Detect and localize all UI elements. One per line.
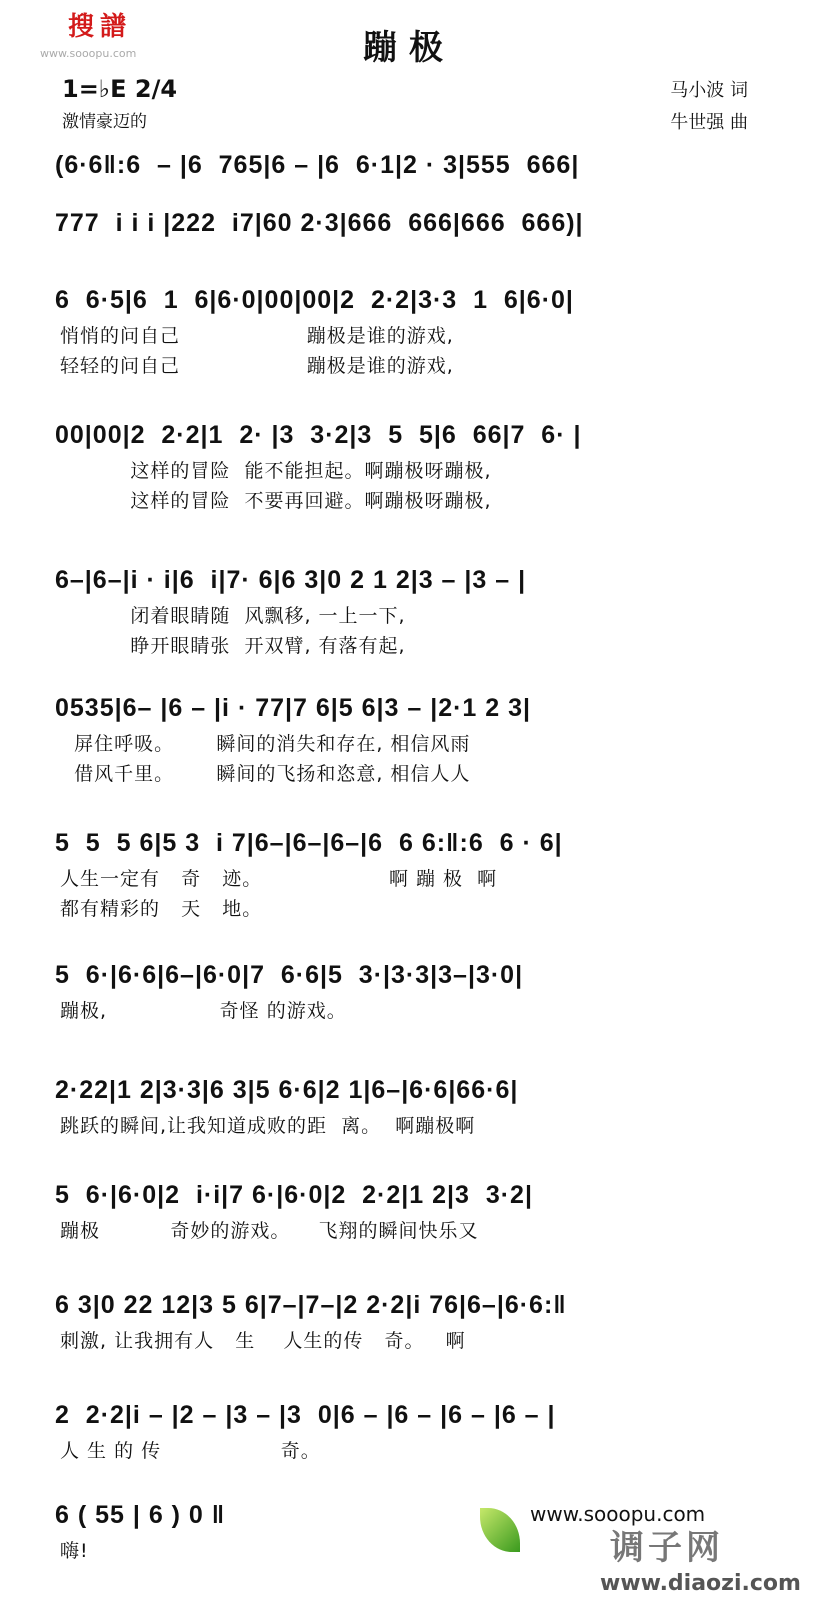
watermark-diaozi: 调子网 [610,1528,724,1568]
logo: 搜譜 [68,12,133,42]
notation-line: 6 6·5|6 1 6|6·0|00|00|2 2·2|3·3 1 6|6·0| [55,286,574,314]
lyric-line: 人生一定有 奇 迹。 啊 蹦 极 啊 [60,868,498,890]
lyric-line: 蹦极 奇妙的游戏。 飞翔的瞬间快乐又 [60,1220,479,1242]
notation-line: 5 5 5 6|5 3 i 7|6–|6–|6–|6 6 6:‖:6 6 · 6| [55,829,563,857]
watermark-diaozi-url: www.diaozi.com [600,1571,801,1596]
lyric-line: 刺激, 让我拥有人 生 人生的传 奇。 啊 [60,1330,466,1352]
tempo-marking: 激情豪迈的 [62,112,147,132]
lyric-line: 人 生 的 传 奇。 [60,1440,321,1462]
lyricist: 马小波 词 [670,80,748,101]
lyric-line: 这样的冒险 不要再回避。啊蹦极呀蹦极, [60,490,492,512]
notation-line: 777 i i i |222 i7|60 2·3|666 666|666 666)| [55,209,584,237]
notation-line: (6·6‖:6 – |6 765|6 – |6 6·1|2 · 3|555 666| [55,151,580,179]
notation-line: 6 ( 55 | 6 ) 0 ‖ [55,1501,226,1529]
notation-line: 0535|6– |6 – |i · 77|7 6|5 6|3 – |2·1 2 3| [55,694,532,722]
lyric-line: 跳跃的瞬间,让我知道成败的距 离。 啊蹦极啊 [60,1115,476,1137]
lyric-line: 悄悄的问自己 蹦极是谁的游戏, [60,325,454,347]
lyric-line: 闭着眼睛随 风飘移, 一上一下, [60,605,406,627]
leaf-logo-icon [480,1508,520,1552]
lyric-line: 屏住呼吸。 瞬间的消失和存在, 相信风雨 [60,733,471,755]
notation-line: 6 3|0 22 12|3 5 6|7–|7–|2 2·2|i 76|6–|6·6:‖ [55,1291,567,1319]
logo-url: www.sooopu.com [40,47,137,60]
lyric-line: 借风千里。 瞬间的飞扬和恣意, 相信人人 [60,763,471,785]
lyric-line: 嗨! [60,1540,89,1562]
notation-line: 2 2·2|i – |2 – |3 – |3 0|6 – |6 – |6 – |6 – | [55,1401,556,1429]
lyric-line: 蹦极, 奇怪 的游戏。 [60,1000,347,1022]
lyric-line: 睁开眼睛张 开双臂, 有落有起, [60,635,406,657]
notation-line: 5 6·|6·6|6–|6·0|7 6·6|5 3·|3·3|3–|3·0| [55,961,524,989]
lyric-line: 轻轻的问自己 蹦极是谁的游戏, [60,355,454,377]
notation-line: 6–|6–|i · i|6 i|7· 6|6 3|0 2 1 2|3 – |3 – | [55,566,527,594]
lyric-line: 这样的冒险 能不能担起。啊蹦极呀蹦极, [60,460,492,482]
notation-line: 5 6·|6·0|2 i·i|7 6·|6·0|2 2·2|1 2|3 3·2| [55,1181,533,1209]
watermark-soopu: www.sooopu.com [530,1502,706,1526]
notation-line: 00|00|2 2·2|1 2· |3 3·2|3 5 5|6 66|7 6· | [55,421,582,449]
lyric-line: 都有精彩的 天 地。 [60,898,263,920]
notation-line: 2·22|1 2|3·3|6 3|5 6·6|2 1|6–|6·6|66·6| [55,1076,519,1104]
song-title: 蹦极 [363,28,455,68]
key-signature: 1=♭E 2/4 [62,75,178,103]
composer: 牛世强 曲 [670,112,748,133]
